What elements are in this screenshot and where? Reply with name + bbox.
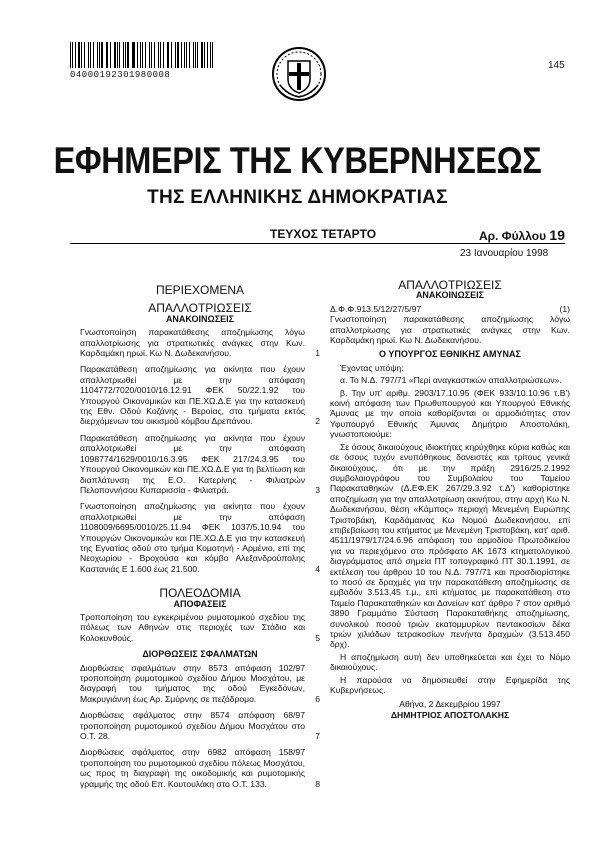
entry-page: 4 xyxy=(315,563,320,574)
barcode xyxy=(70,42,215,68)
consideration-item: α. Το Ν.Δ. 797/71 «Περί αναγκαστικών απαλλοτριώσεων». xyxy=(340,375,562,386)
issue-row xyxy=(70,227,570,243)
header-rule xyxy=(70,243,565,244)
decisions-heading: ΑΠΟΦΑΣΕΙΣ xyxy=(173,598,227,609)
contents-entry: Γνωστοποίηση παρακατάθεσης αποζημίωσης λόγω απαλλοτρίωσης για στρατιωτικές ανάγκες στην Κων. Καρδαμάκη ηρωϊ. Κω Ν. Δωδεκανήσου. 1 xyxy=(80,327,320,359)
errata-heading: ΔΙΟΡΘΩΣΕΙΣ ΣΦΑΛΜΑΤΩΝ xyxy=(142,649,258,660)
announcements-heading: ΑΝΑΚΟΙΝΩΣΕΙΣ xyxy=(165,313,235,324)
entry-page: 2 xyxy=(315,416,320,427)
expropriations-heading-right: ΑΠΑΛΛΟΤΡΙΩΣΕΙΣ xyxy=(398,278,502,292)
contents-column xyxy=(80,285,320,795)
gazette-subtitle: ΤΗΣ ΕΛΛΗΝΙΚΗΣ ΔΗΜΟΚΡΑΤΙΑΣ xyxy=(147,187,448,208)
notice-final-1: Η αποζημίωση αυτή δεν υποθηκεύεται και έχει το Νόμο δικαιούχους. xyxy=(330,651,570,673)
consideration-item: β. Την υπ' αριθμ. 2903/17.10.95 (ΦΕΚ 933/10.10.96 τ.Β') κοινή απόφαση των Πρωθυπουργού και Υπουργού Εθνικής Άμυνας με την οποία καθορίζονται οι αρμοδιότητες στον Υφυπουργό Εθνικής Άμυνας Δημήτριο Αποστολάκη, γνωστοποιούμε: xyxy=(330,387,570,440)
sign-place-date: Αθήνα, 2 Δεκεμβρίου 1997 xyxy=(399,699,501,710)
reference-number: Δ.Φ.Φ.913.5/12/27/5/97 xyxy=(330,303,422,314)
issue-date: 23 Ιανουαρίου 1998 xyxy=(460,248,549,259)
considering-label: Έχοντας υπόψη: xyxy=(340,362,404,373)
notice-title: Γνωστοποίηση παρακατάθεσης αποζημίωσης λόγω απαλλοτρίωσης για στρατιωτικές ανάγκες στην Κων. Καρδαμάκη ηρωϊ. Κω Ν. Δωδεκανήσου. xyxy=(330,314,570,346)
contents-heading: ΠΕΡΙΕΧΟΜΕΝΑ xyxy=(155,283,245,297)
contents-entry: Παρακατάθεση αποζημίωσης για ακίνητα που έχουν απαλλοτριωθεί με την απόφαση 1104772/7020/0010/16.12.91 ΦΕΚ 50/22.1.92 του Υπουργού Οικονομικών και ΠΕ.ΧΩ.Δ.Ε για την κατασκευή της Εθν. Οδού Κοζάνης - Βεροίας, στα τμήματα εκτός διερχόμενων του οικισμού κόμβου Δρεπάνου. 2 xyxy=(80,364,320,427)
contents-entry: Γνωστοποίηση αποζημίωσης για ακίνητα που έχουν απαλλοτριωθεί με την απόφαση 1108009/6695/0010/25.11.94 ΦΕΚ 1037/5.10.94 του Υπουργών Οικονομικών και ΠΕ.ΧΩ.Δ.Ε για την κατασκευή της Εγνατίας οδού στο τμήμα Κομοτηνή - Αρμένιο, επί της Νεοχωρίου - Βροχούσα και κόμβο Αλεξανδρούπολης Καστανιάς Ε 1.600 έως 21.500. 4 xyxy=(80,501,320,574)
expropriations-column xyxy=(330,280,570,720)
contents-entry: Διορθώσεις σφάλματος στην 8574 απόφαση 68/97 τροποποίηση ρυμοτομικού σχεδίου Δήμου Μοσχάτου στο Ο.Τ. 28. 7 xyxy=(80,710,320,742)
expropriations-heading: ΑΠΑΛΛΟΤΡΙΩΣΕΙΣ xyxy=(148,301,252,316)
barcode-number: 04000192301980008 xyxy=(70,70,171,80)
entry-page: 6 xyxy=(315,693,320,704)
sheet-value: 19 xyxy=(549,227,565,243)
entry-page: 8 xyxy=(315,778,320,789)
notice-final-2: Η παρούσα να δημοσιευθεί στην Εφημερίδα της Κυβερνήσεως. xyxy=(330,674,570,696)
contents-entry: Παρακατάθεση αποζημίωσης για ακίνητα που έχουν απαλλοτριωθεί με την απόφαση 1098774/1629/0010/16.3.95 ΦΕΚ 217/24.3.95 του Υπουργού Οικονομικών και ΠΕ.ΧΩ.Δ.Ε για τη βελτίωση και διαπλάτυνση της Ε.Ο. Κατερίνης - Φιλιατρών Πελοποννήσου Κυπαρισσία - Φιλιατρά. 3 xyxy=(80,432,320,495)
contents-entry: Διορθώσεις σφάλματος στην 6982 απόφαση 158/97 τροποποίηση του ρυμοτομικού σχεδίου πόλεως Μοσχάτου, ως προς τη διαγραφή της οικοδομικής και ρυμοτομικής γραμμής της οδού Επ. Κουτουλάκη στο Ο.Τ. 133. 8 xyxy=(80,747,320,789)
issue-series: ΤΕΥΧΟΣ ΤΕΤΑΡΤΟ xyxy=(270,227,377,241)
reference-line xyxy=(330,304,570,314)
entry-page: 3 xyxy=(315,484,320,495)
notice-body: Σε όσους δικαιούχους ιδιοκτήτες κηρύχθηκε κύρια καθώς και σε όσους τυχόν ενυπόθηκους δανειστές και τρίτους γενικά δικαιούχους, ότι με την πράξη 2916/25.2.1992 συμβολαιογράφου του Συμβολαίου του Ταμείου Παρακαταθηκών (Δ.ΕΦ.ΕΚ 267/29.3.92 τ.Δ') καθορίστηκε αποζημίωση για την απαλλοτρίωση ακινήτου, στην αρχή Κω Ν. Δωδεκανήσου, θέση «Κάμπος» περιοχή Μενεμένη Ευρώπης Τριστοβάκη, Καρδάμαινας Κω Νομού Δωδεκανήσου, επί επιβεβαίωση του κτήματος με Μενεμένη Τριστοβάκη, κατ' αριθ. 4511/1979/17/24.6.96 απόφαση του αρμοδίου Πρωτοδικείου για να περιεχόμενο στο πρόσφατο ΑΚ 1673 κτηματολογικού διαγράμματος από σημεία ΠΤ τοπογραφικό ΠΤ 30.1.1991, σε εκτέλεση του άρθρου 10 του Ν.Δ. 797/71 και προσδιορίστηκε το ποσό σε δραχμές για την παρακατάθεση αποζημίωσης σε εμβαδόν 3.513,45 τ.μ., επί κτήματος με παρακατάθεση στο Ταμείο Παρακαταθηκών και Δανείων κατ' άρθρο 7 στον αριθμό 3890 Γραμμάτιο Σύσταση Παρακαταθήκης αποζημίωσης, συνολικού ποσού τριών εκατομμυρίων πεντακοσίων δέκα τριών χιλιάδων τετρακοσίων πενήντα δραχμών (3.513.450 δρχ). xyxy=(330,441,570,650)
urban-planning-heading: ΠΟΛΕΟΔΟΜΙΑ xyxy=(159,586,241,601)
entry-page: 7 xyxy=(315,731,320,742)
signatory-name: ΔΗΜΗΤΡΙΟΣ ΑΠΟΣΤΟΛΑΚΗΣ xyxy=(390,709,510,720)
page-number: 145 xyxy=(548,60,565,71)
announcements-heading-right: ΑΝΑΚΟΙΝΩΣΕΙΣ xyxy=(415,290,485,301)
contents-entry: Διορθώσεις σφαλμάτων στην 8573 απόφαση 102/97 τροποποίηση ρυμοτομικού σχεδίου Δήμου Μοσχάτου, με διαγραφή του τμήματος της οδού Εγκεδόνων, Μακρυγιάννη έως Αρ. Σμύρνης σε πεζόδρομο. 6 xyxy=(80,662,320,704)
entry-page: 5 xyxy=(315,632,320,643)
sheet-label: Αρ. Φύλλου xyxy=(478,229,547,243)
reference-page: (1) xyxy=(559,303,570,314)
minister-heading: Ο ΥΠΟΥΡΓΟΣ ΕΘΝΙΚΗΣ ΑΜΥΝΑΣ xyxy=(379,349,521,360)
contents-entry: Τροποποίηση του εγκεκριμένου ρυμοτομικού σχεδίου της πόλεως των Αθηνών στις περιοχές των Στάδιο και Κολοκυνθούς. 5 xyxy=(80,611,320,643)
gazette-title: ΕΦΗΜΕΡΙΣ ΤΗΣ ΚΥΒΕΡΝΗΣΕΩΣ xyxy=(53,140,542,181)
coat-of-arms-icon xyxy=(270,45,328,103)
sheet-number xyxy=(479,227,565,243)
entry-page: 1 xyxy=(315,348,320,359)
